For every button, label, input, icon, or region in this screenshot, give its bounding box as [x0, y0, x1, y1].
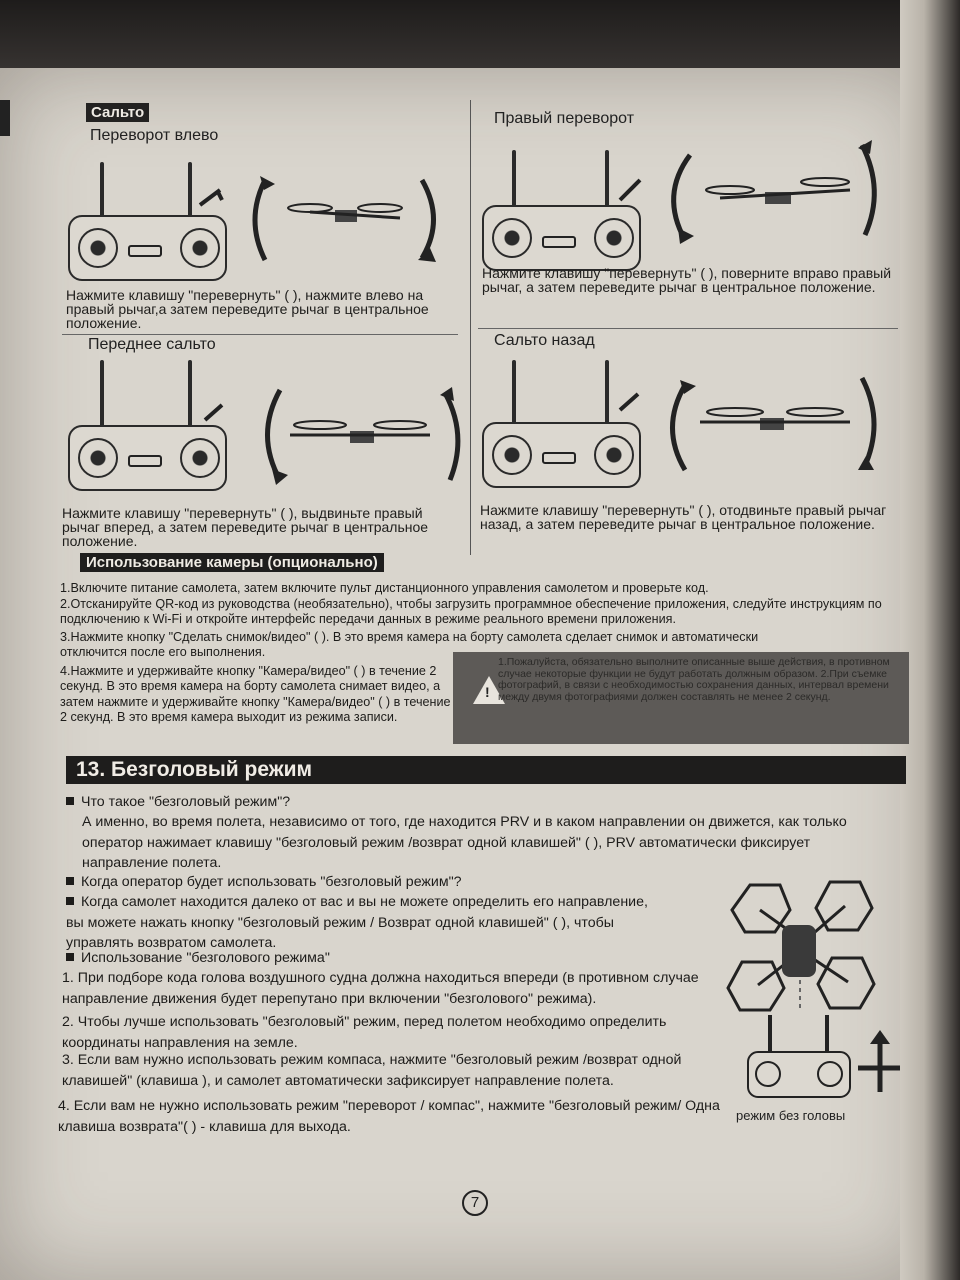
salto-label: Сальто [86, 103, 149, 122]
left-row-divider [62, 334, 458, 335]
page-edge-shadow [900, 0, 960, 1280]
back-flip-title: Сальто назад [494, 332, 595, 349]
left-flip-title: Переворот влево [90, 127, 219, 144]
vertical-divider [470, 100, 471, 555]
warning-exclamation: ! [485, 684, 490, 700]
headless-question-1: Что такое "безголовый режим"? [66, 792, 846, 813]
page-tab-marker [0, 100, 10, 136]
right-flip-drone-illustration [600, 140, 895, 250]
headless-question-3: Когда самолет находится далеко от вас и вы не можете определить его направление, вы можете нажать кнопку "безголовый режим / Возврат одной клавишей" ( ), чтобы управлять возвратом самолета. [66, 894, 648, 952]
back-flip-instruction: Нажмите клавишу "перевернуть" ( ), отодвиньте правый рычаг назад, а затем переведите рычаг в центральное положение. [480, 502, 887, 532]
camera-step-2: 2.Отсканируйте QR-код из руководства (необязательно), чтобы загрузить программное обеспечение приложения, следуйте инструкциям по подключению к Wi-Fi и откройте интерфейс передачи данных в режиме реального времени приложения. [60, 597, 882, 627]
right-row-divider [478, 328, 898, 329]
left-flip-instruction: Нажмите клавишу "перевернуть" ( ), нажмите влево на правый рычаг,а затем переведите рычаг в центральное положение. [66, 287, 429, 331]
headless-step-3: 3. Если вам нужно использовать режим компаса, нажмите "безголовый режим /возврат одной клавишей" (клавиша ), и самолет автоматически зафиксирует направление полета. [62, 1052, 682, 1089]
headless-mode-illustration [720, 870, 900, 1110]
headless-question-2: Когда оператор будет использовать "безголовый режим"? [66, 872, 766, 893]
camera-heading: Использование камеры (опционально) [80, 553, 384, 572]
page-number: 7 [462, 1190, 488, 1216]
right-flip-instruction: Нажмите клавишу "перевернуть" ( ), поверните вправо правый рычаг, а затем переведите рычаг в центральное положение. [482, 265, 892, 295]
front-flip-instruction: Нажмите клавишу "перевернуть" ( ), выдвиньте правый рычаг вперед, а затем переведите рычаг в центральное положение. [62, 505, 429, 549]
camera-warning-box [453, 652, 909, 744]
headless-step-4: 4. Если вам не нужно использовать режим "переворот / компас", нажмите "безголовый режим/ Одна клавиша возврата"( ) - клавиша для выхода. [58, 1098, 720, 1135]
headless-answer-1: А именно, во время полета, независимо от того, где находится PRV и в каком направлении он движется, как только оператор нажимает клавишу "безголовый режим /возврат одной клавишей" ( ), PRV автоматически фиксирует направление полета. [82, 814, 847, 872]
headless-heading: 13. Безголовый режим [66, 756, 906, 784]
back-flip-drone-illustration [610, 370, 890, 480]
camera-step-1: 1.Включите питание самолета, затем включите пульт дистанционного управления самолетом и проверьте код. [60, 581, 709, 595]
front-flip-drone-illustration [200, 385, 470, 490]
left-flip-drone-illustration [160, 170, 450, 270]
front-flip-title: Переднее сальто [88, 336, 216, 353]
headless-step-2: 2. Чтобы лучше использовать "безголовый" режим, перед полетом необходимо определить координаты направления на земле. [62, 1014, 667, 1051]
headless-caption: режим без головы [736, 1108, 846, 1123]
headless-step-1: 1. При подборе кода голова воздушного судна должна находиться впереди (в противном случае направление движения будет перепутано при включении "безголового" режима). [62, 970, 699, 1007]
camera-step-3: 3.Нажмите кнопку "Сделать снимок/видео" ( ). В это время камера на борту самолета сделает снимок и автоматически отключится после его выполнения. [60, 630, 759, 660]
warning-text: 1.Пожалуйста, обязательно выполните описанные выше действия, в противном случае некоторые функции не будут работать должным образом. 2.При съемке фотографий, в связи с необходимостью сохранения данных, интервал времени между двумя фотографиями должен составлять не менее 2 секунд. [498, 656, 890, 703]
right-flip-title: Правый переворот [494, 110, 635, 127]
headless-question-4: Использование "безголового режима" [66, 948, 666, 969]
camera-step-4: 4.Нажмите и удерживайте кнопку "Камера/видео" ( ) в течение 2 секунд. В это время камера на борту самолета снимает видео, а затем нажмите и удерживайте кнопку "Камера/видео" ( ) в течение 2 секунд. В это время камера выходит из режима записи. [60, 664, 451, 725]
